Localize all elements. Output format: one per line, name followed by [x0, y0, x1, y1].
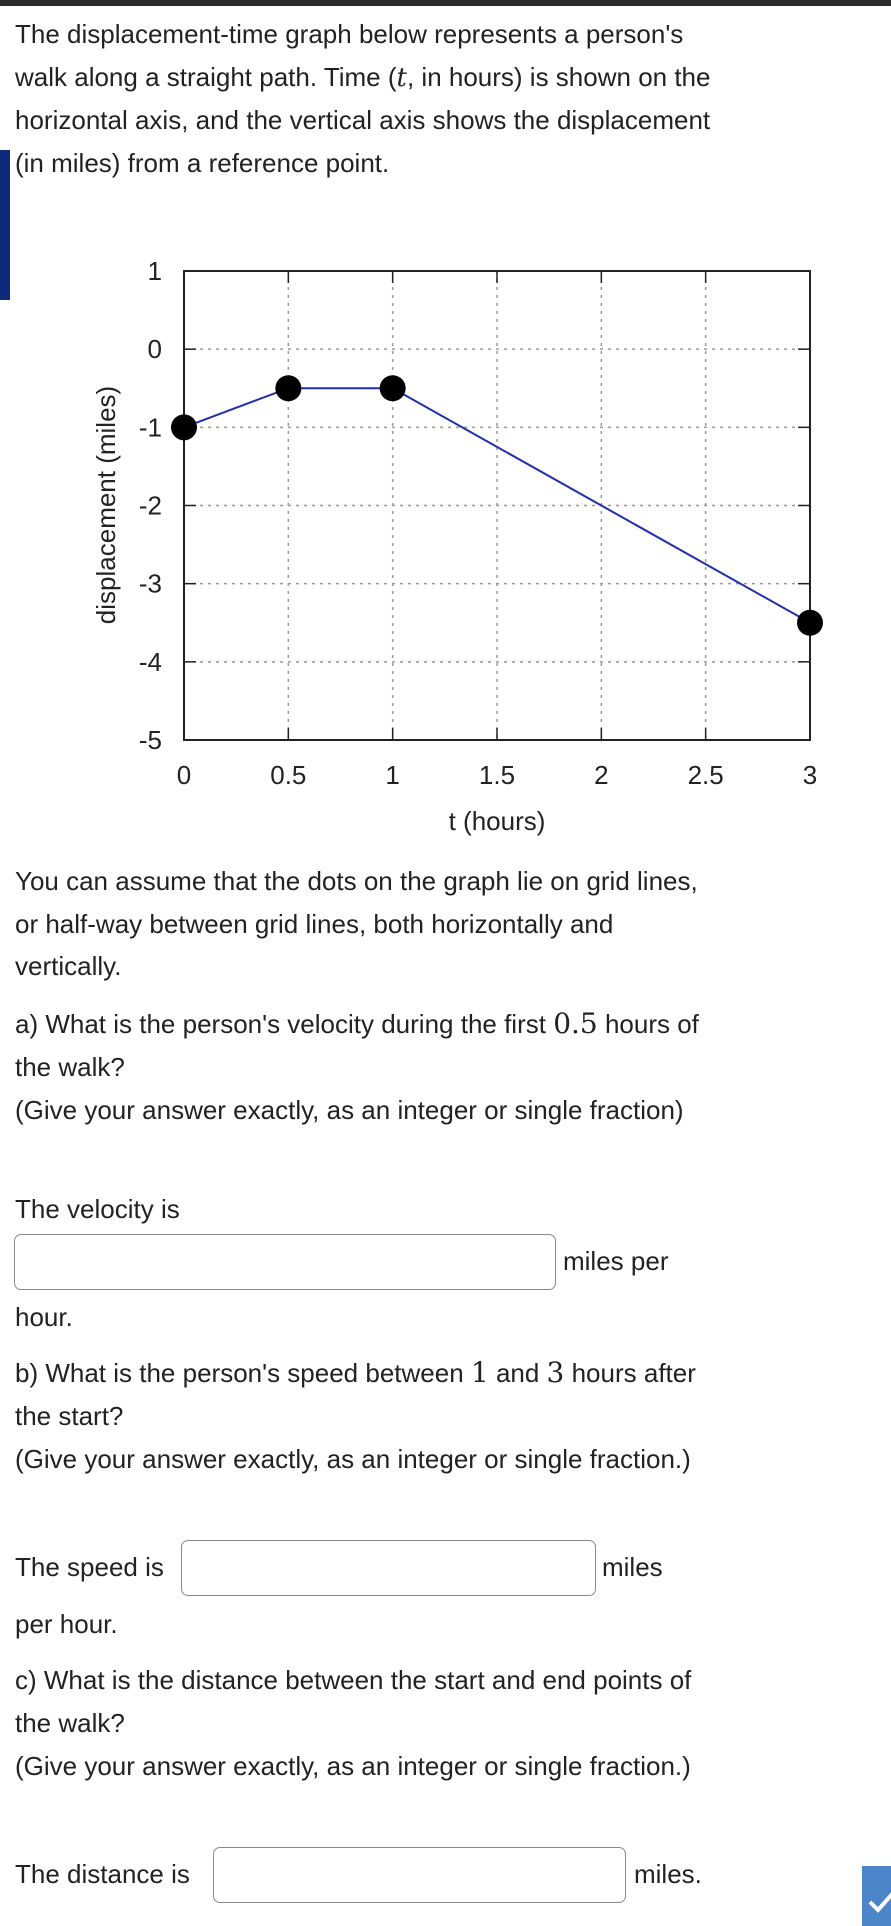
data-point: [171, 414, 197, 440]
y-tick-label: 1: [147, 256, 162, 286]
x-tick-label: 3: [802, 760, 818, 790]
y-tick-label: 0: [147, 334, 162, 365]
x-tick-label: 1.5: [478, 760, 516, 790]
data-point: [797, 610, 823, 636]
time-variable: t: [396, 62, 407, 93]
displacement-time-chart: [0, 250, 891, 850]
question-b-text: b) What is the person's speed between 1 and 3 hours after the start?: [15, 1356, 696, 1431]
data-point: [380, 375, 406, 401]
chart-grid: [184, 271, 810, 740]
question-a-unit-cont: hour.: [15, 1302, 73, 1332]
velocity-answer-input[interactable]: [14, 1234, 556, 1290]
x-tick-label: 1: [385, 760, 400, 790]
y-tick-labels: [139, 256, 162, 755]
question-c-text: c) What is the distance between the start and end points of the walk?: [15, 1665, 692, 1738]
x-tick-label: 2.5: [687, 760, 724, 790]
question-b-unit-cont: per hour.: [15, 1609, 118, 1639]
question-b-unit: miles: [602, 1552, 663, 1582]
question-c-prompt: The distance is: [15, 1859, 190, 1889]
question-b-note: (Give your answer exactly, as an integer or single fraction.): [15, 1444, 691, 1474]
y-tick-label: -5: [138, 725, 162, 755]
intro-paragraph: The displacement-time graph below represents a person's walk along a straight path. Time (t, in hours) is shown on the horizontal axis, and the vertical axis shows the displacement (in miles) from a reference point.: [15, 19, 711, 178]
data-point: [275, 375, 301, 401]
y-tick-label: -3: [138, 568, 162, 599]
question-a-text: a) What is the person's velocity during the first 0.5 hours of the walk?: [15, 1007, 699, 1082]
question-c-note: (Give your answer exactly, as an integer or single fraction.): [15, 1751, 691, 1781]
question-a-note: (Give your answer exactly, as an integer or single fraction): [15, 1095, 684, 1125]
distance-answer-input[interactable]: [213, 1847, 626, 1903]
top-bar: [0, 0, 891, 6]
x-tick-label: 0.5: [270, 760, 307, 790]
assumption-paragraph: You can assume that the dots on the graph lie on grid lines, or half-way between grid lines, both horizontally and vertically.: [15, 866, 698, 981]
y-axis-label: displacement (miles): [91, 385, 121, 625]
question-c-unit: miles.: [634, 1859, 702, 1889]
y-tick-label: -4: [138, 646, 162, 677]
question-a-unit: miles per: [563, 1246, 669, 1276]
question-a-prompt: The velocity is: [15, 1194, 180, 1224]
speed-answer-input[interactable]: [181, 1540, 596, 1596]
check-icon: [866, 1886, 891, 1916]
question-b-prompt: The speed is: [15, 1552, 164, 1582]
x-tick-label: 2: [594, 760, 609, 790]
y-tick-label: -1: [138, 412, 162, 443]
x-tick-labels: [177, 760, 817, 790]
x-tick-label: 0: [176, 760, 192, 790]
y-tick-label: -2: [138, 490, 162, 521]
x-axis-label: t (hours): [448, 806, 546, 836]
corner-action-button[interactable]: [862, 1866, 891, 1926]
